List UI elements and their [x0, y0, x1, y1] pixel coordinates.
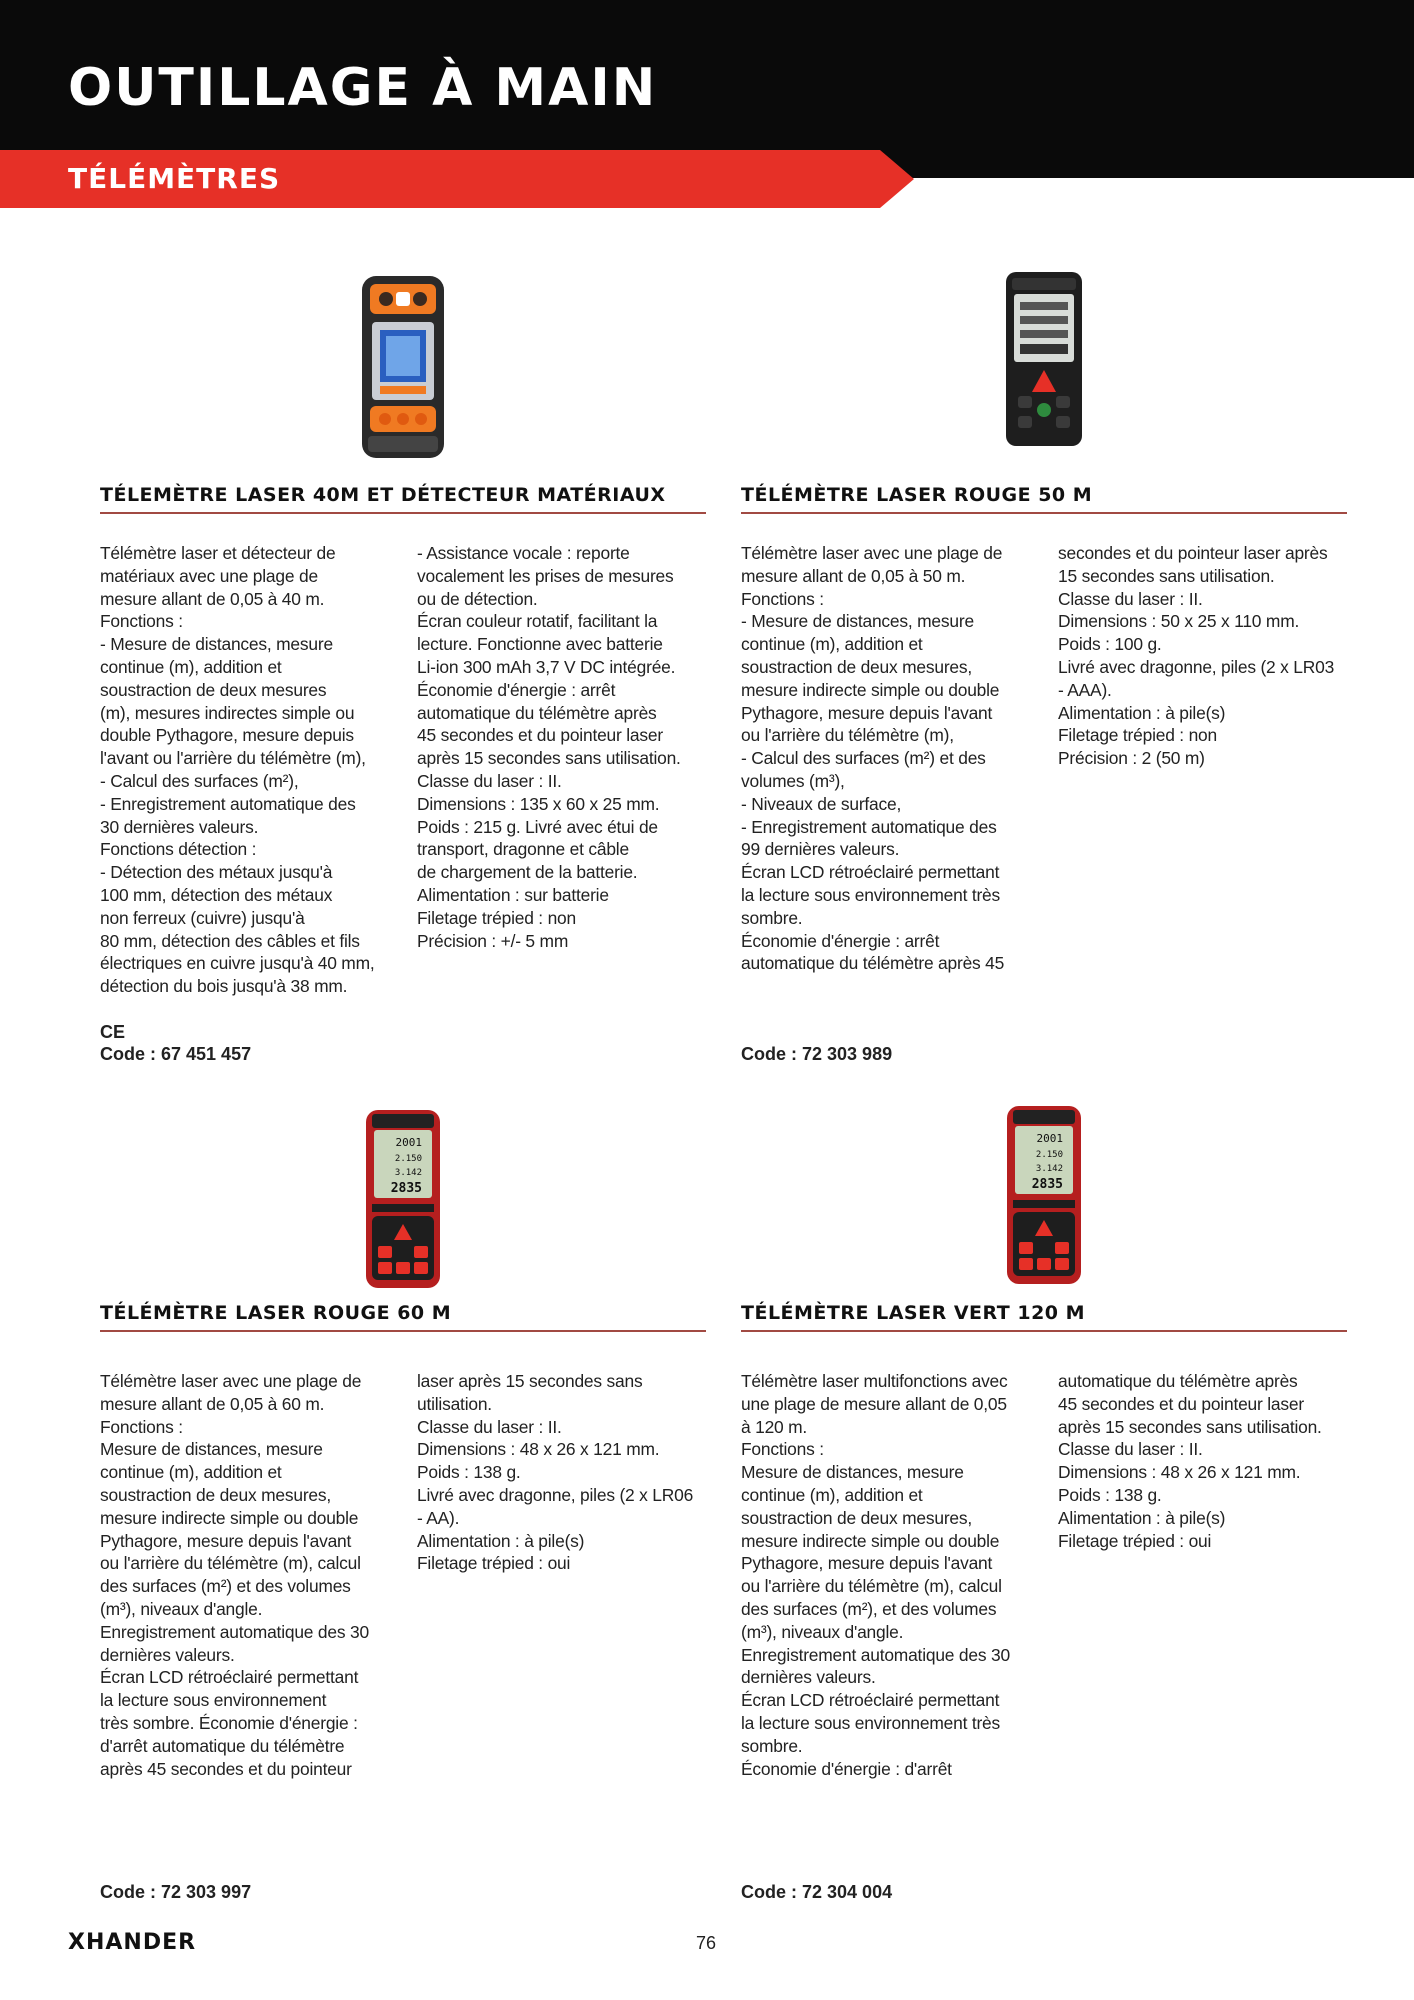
description-line: Économie d'énergie : arrêt — [417, 679, 616, 700]
product-card-120m — [741, 1108, 1347, 1908]
description-line: - Enregistrement automatique des — [741, 816, 997, 837]
description-line: vocalement les prises de mesures — [417, 565, 674, 586]
product-name: TÉLÉMÈTRE LASER VERT 120 M — [741, 1302, 1347, 1332]
description-line: Fonctions : — [100, 611, 183, 632]
description-line: des surfaces (m²) et des volumes — [100, 1576, 351, 1597]
description-line: Alimentation : à pile(s) — [1058, 702, 1226, 723]
description-line: soustraction de deux mesures, — [741, 656, 973, 677]
description-line: continue (m), addition et — [100, 656, 282, 677]
description-line: 100 mm, détection des métaux — [100, 884, 333, 905]
description-line: Li-ion 300 mAh 3,7 V DC intégrée. — [417, 656, 676, 677]
description-line: Mesure de distances, mesure — [100, 1439, 323, 1460]
product-description-col2 — [1058, 1370, 1358, 1552]
description-line: 80 mm, détection des câbles et fils — [100, 930, 360, 951]
description-line: Dimensions : 48 x 26 x 121 mm. — [417, 1439, 660, 1460]
product-description-col1 — [741, 1370, 1041, 1780]
description-line: 15 secondes sans utilisation. — [1058, 565, 1275, 586]
brand-name: XHANDER — [68, 1930, 197, 1954]
description-line: matériaux avec une plage de — [100, 565, 318, 586]
description-line: - Calcul des surfaces (m²), — [100, 770, 299, 791]
laser-rangefinder-icon — [1004, 270, 1084, 448]
description-line: secondes et du pointeur laser après — [1058, 543, 1328, 563]
description-line: ou de détection. — [417, 588, 538, 609]
description-line: dernières valeurs. — [741, 1667, 876, 1688]
product-code: Code : 72 303 989 — [741, 1044, 893, 1064]
description-line: - Détection des métaux jusqu'à — [100, 862, 333, 883]
product-image — [741, 1104, 1347, 1286]
description-line: mesure allant de 0,05 à 50 m. — [741, 565, 966, 586]
description-line: non ferreux (cuivre) jusqu'à — [100, 907, 305, 928]
description-line: transport, dragonne et câble — [417, 839, 629, 860]
description-line: mesure indirecte simple ou double — [741, 679, 1000, 700]
description-line: Économie d'énergie : arrêt — [741, 930, 940, 951]
description-line: automatique du télémètre après — [417, 702, 657, 723]
description-line: Livré avec dragonne, piles (2 x LR03 — [1058, 656, 1335, 677]
screen-reading-4: 2835 — [390, 1181, 422, 1196]
description-line: automatique du télémètre après 45 — [741, 953, 1005, 974]
description-line: l'avant ou l'arrière du télémètre (m), — [100, 748, 366, 769]
description-line: Dimensions : 135 x 60 x 25 mm. — [417, 793, 660, 814]
description-line: Mesure de distances, mesure — [741, 1462, 964, 1483]
screen-reading-3: 3.142 — [1035, 1164, 1063, 1174]
description-line: Filetage trépied : non — [417, 907, 576, 928]
description-line: Écran LCD rétroéclairé permettant — [741, 862, 1000, 883]
description-line: - AA). — [417, 1507, 460, 1528]
description-line: une plage de mesure allant de 0,05 — [741, 1393, 1007, 1414]
description-line: mesure indirecte simple ou double — [741, 1530, 1000, 1551]
description-line: Classe du laser : II. — [417, 1416, 562, 1437]
description-line: (m), mesures indirectes simple ou — [100, 702, 355, 723]
description-line: après 15 secondes sans utilisation. — [1058, 1416, 1322, 1437]
product-name: TÉLÉMÈTRE LASER ROUGE 60 M — [100, 1302, 706, 1332]
description-line: - AAA). — [1058, 679, 1112, 700]
product-card-40m — [100, 270, 706, 1070]
description-line: Alimentation : à pile(s) — [1058, 1507, 1226, 1528]
description-line: soustraction de deux mesures — [100, 679, 327, 700]
screen-reading-3: 3.142 — [394, 1168, 422, 1178]
description-line: ou l'arrière du télémètre (m), calcul — [100, 1553, 361, 1574]
laser-rangefinder-icon — [1005, 1104, 1083, 1286]
product-image — [100, 274, 706, 460]
description-line: Classe du laser : II. — [1058, 1439, 1203, 1460]
description-line: après 15 secondes sans utilisation. — [417, 748, 681, 769]
description-line: Dimensions : 48 x 26 x 121 mm. — [1058, 1462, 1301, 1483]
description-line: Télémètre laser avec une plage de — [100, 1371, 362, 1391]
product-description-col2 — [417, 542, 717, 952]
description-line: Fonctions détection : — [100, 839, 257, 860]
description-line: Poids : 215 g. Livré avec étui de — [417, 816, 658, 837]
product-code: Code : 72 304 004 — [741, 1882, 893, 1902]
description-line: soustraction de deux mesures, — [100, 1484, 332, 1505]
product-code: Code : 72 303 997 — [100, 1882, 252, 1902]
description-line: Pythagore, mesure depuis l'avant — [100, 1530, 352, 1551]
screen-reading-1: 2001 — [395, 1136, 422, 1149]
description-line: ou l'arrière du télémètre (m), calcul — [741, 1576, 1002, 1597]
description-line: Économie d'énergie : d'arrêt — [741, 1758, 952, 1779]
description-line: - Enregistrement automatique des — [100, 793, 356, 814]
description-line: mesure indirecte simple ou double — [100, 1507, 359, 1528]
description-line: très sombre. Économie d'énergie : — [100, 1712, 358, 1733]
description-line: à 120 m. — [741, 1416, 808, 1437]
description-line: Précision : 2 (50 m) — [1058, 748, 1205, 769]
product-image — [741, 270, 1347, 448]
description-line: (m³), niveaux d'angle. — [741, 1621, 904, 1642]
description-line: sombre. — [741, 1735, 803, 1756]
description-line: continue (m), addition et — [741, 1484, 923, 1505]
description-line: - Calcul des surfaces (m²) et des — [741, 748, 986, 769]
description-line: mesure allant de 0,05 à 60 m. — [100, 1393, 325, 1414]
description-line: Classe du laser : II. — [417, 770, 562, 791]
screen-reading-4: 2835 — [1031, 1177, 1063, 1192]
description-line: la lecture sous environnement très — [741, 884, 1001, 905]
description-line: Filetage trépied : oui — [417, 1553, 571, 1574]
product-card-50m — [741, 270, 1347, 1070]
description-line: 30 dernières valeurs. — [100, 816, 259, 837]
ce-mark: CE — [100, 1022, 126, 1042]
description-line: la lecture sous environnement — [100, 1690, 327, 1711]
description-line: continue (m), addition et — [100, 1462, 282, 1483]
product-image — [100, 1108, 706, 1290]
description-line: - Mesure de distances, mesure — [100, 634, 333, 655]
description-line: sombre. — [741, 907, 803, 928]
description-line: Télémètre laser avec une plage de — [741, 543, 1003, 563]
description-line: Écran couleur rotatif, facilitant la — [417, 611, 658, 632]
section-title: TÉLÉMÈTRES — [68, 162, 281, 195]
description-line: - Mesure de distances, mesure — [741, 611, 974, 632]
page-number: 76 — [696, 1933, 717, 1953]
description-line: Fonctions : — [100, 1416, 183, 1437]
description-line: Écran LCD rétroéclairé permettant — [741, 1690, 1000, 1711]
description-line: mesure allant de 0,05 à 40 m. — [100, 588, 325, 609]
description-line: Fonctions : — [741, 588, 824, 609]
description-line: Dimensions : 50 x 25 x 110 mm. — [1058, 611, 1300, 632]
product-description-col2 — [1058, 542, 1358, 770]
description-line: laser après 15 secondes sans — [417, 1371, 643, 1391]
description-line: Télémètre laser et détecteur de — [100, 543, 336, 563]
description-line: (m³), niveaux d'angle. — [100, 1598, 263, 1619]
description-line: automatique du télémètre après — [1058, 1371, 1298, 1391]
description-line: Livré avec dragonne, piles (2 x LR06 — [417, 1484, 694, 1505]
description-line: Fonctions : — [741, 1439, 824, 1460]
laser-rangefinder-icon — [364, 1108, 442, 1290]
description-line: dernières valeurs. — [100, 1644, 235, 1665]
screen-reading-1: 2001 — [1036, 1132, 1063, 1145]
description-line: Écran LCD rétroéclairé permettant — [100, 1667, 359, 1688]
description-line: 45 secondes et du pointeur laser — [417, 725, 663, 746]
description-line: Poids : 138 g. — [1058, 1484, 1162, 1505]
product-description-col1 — [100, 1370, 400, 1780]
description-line: Poids : 138 g. — [417, 1462, 521, 1483]
screen-reading-2: 2.150 — [394, 1154, 422, 1164]
description-line: Télémètre laser multifonctions avec — [741, 1371, 1008, 1391]
description-line: Enregistrement automatique des 30 — [741, 1644, 1010, 1665]
description-line: Poids : 100 g. — [1058, 634, 1162, 655]
description-line: utilisation. — [417, 1393, 492, 1414]
description-line: Filetage trépied : non — [1058, 725, 1217, 746]
description-line: des surfaces (m²), et des volumes — [741, 1598, 997, 1619]
description-line: Pythagore, mesure depuis l'avant — [741, 702, 993, 723]
description-line: 99 dernières valeurs. — [741, 839, 900, 860]
product-description-col2 — [417, 1370, 717, 1575]
product-description-col1 — [100, 542, 400, 998]
brand-logo — [68, 1928, 228, 1959]
description-line: détection du bois jusqu'à 38 mm. — [100, 976, 348, 997]
description-line: Filetage trépied : oui — [1058, 1530, 1212, 1551]
description-line: Alimentation : sur batterie — [417, 884, 609, 905]
product-card-60m — [100, 1108, 706, 1908]
description-line: 45 secondes et du pointeur laser — [1058, 1393, 1304, 1414]
description-line: double Pythagore, mesure depuis — [100, 725, 354, 746]
description-line: après 45 secondes et du pointeur — [100, 1758, 352, 1779]
page-title: OUTILLAGE À MAIN — [68, 58, 658, 118]
header-gap — [914, 178, 1414, 208]
description-line: Enregistrement automatique des 30 — [100, 1621, 369, 1642]
description-line: soustraction de deux mesures, — [741, 1507, 973, 1528]
description-line: lecture. Fonctionne avec batterie — [417, 634, 663, 655]
description-line: électriques en cuivre jusqu'à 40 mm, — [100, 953, 375, 974]
screen-reading-2: 2.150 — [1035, 1150, 1063, 1160]
description-line: ou l'arrière du télémètre (m), — [741, 725, 954, 746]
description-line: Précision : +/- 5 mm — [417, 930, 569, 951]
product-code: Code : 67 451 457 — [100, 1044, 252, 1064]
product-description-col1 — [741, 542, 1041, 975]
product-name: TÉLEMÈTRE LASER 40M ET DÉTECTEUR MATÉRIAUX — [100, 484, 706, 514]
description-line: d'arrêt automatique du télémètre — [100, 1735, 345, 1756]
description-line: Pythagore, mesure depuis l'avant — [741, 1553, 993, 1574]
description-line: Classe du laser : II. — [1058, 588, 1203, 609]
description-line: - Niveaux de surface, — [741, 793, 902, 814]
description-line: volumes (m³), — [741, 770, 845, 791]
description-line: - Assistance vocale : reporte — [417, 543, 630, 563]
description-line: Alimentation : à pile(s) — [417, 1530, 585, 1551]
description-line: la lecture sous environnement très — [741, 1712, 1001, 1733]
description-line: de chargement de la batterie. — [417, 862, 638, 883]
product-name: TÉLÉMÈTRE LASER ROUGE 50 M — [741, 484, 1347, 514]
description-line: continue (m), addition et — [741, 634, 923, 655]
laser-detector-icon — [358, 274, 448, 460]
xhander-logo — [68, 1928, 228, 1954]
